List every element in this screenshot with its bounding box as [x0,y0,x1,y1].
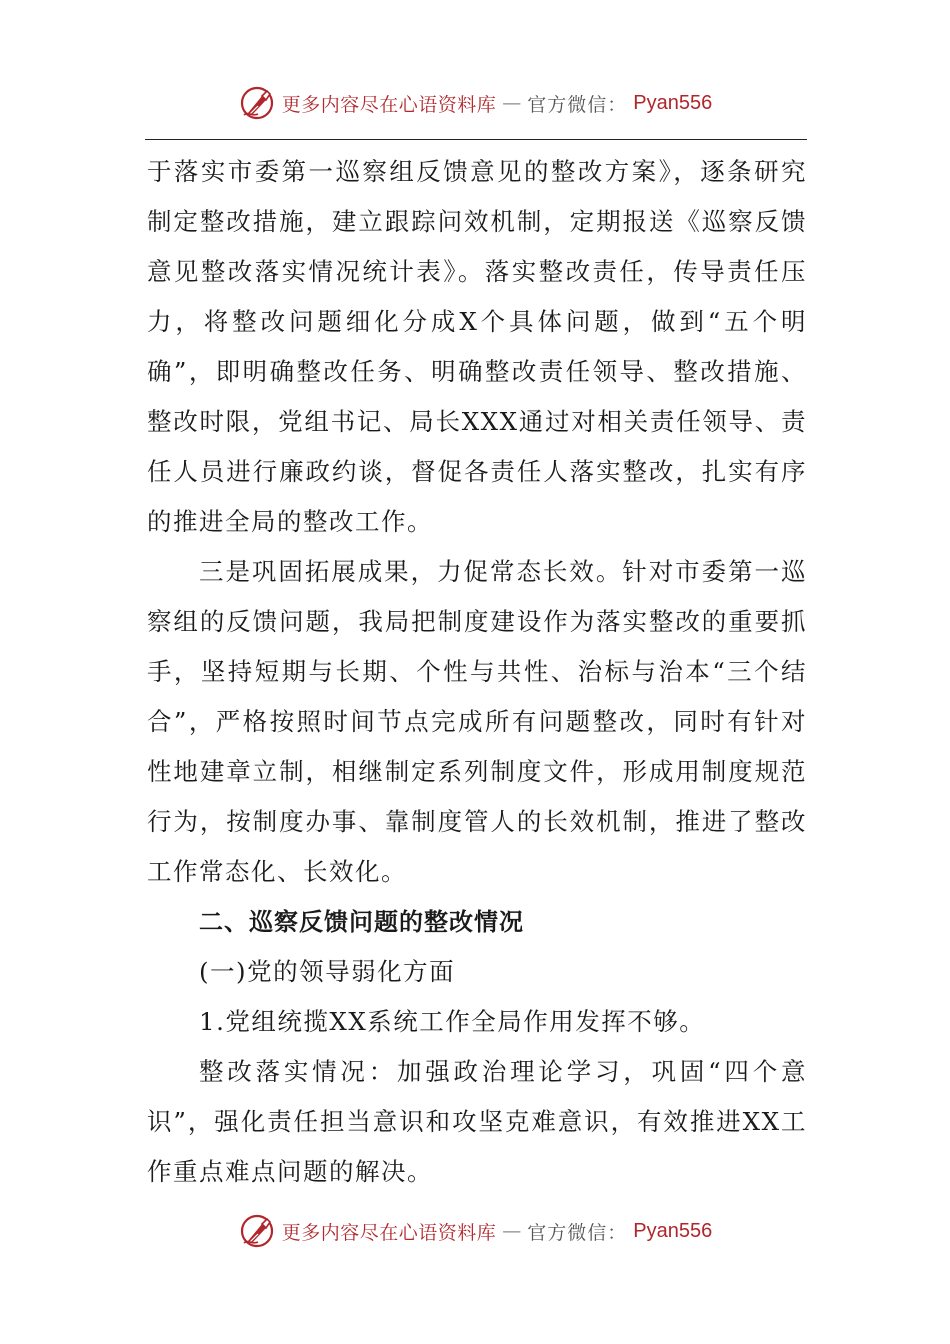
watermark-site-name: 更多内容尽在心语资料库 [281,93,497,116]
pen-nib-logo-icon [238,84,276,122]
subsection-heading: (一)党的领导弱化方面 [199,957,456,986]
footer-watermark [0,1206,950,1256]
header-rule [145,139,807,140]
watermark-wechat-id: Pyan556 [633,91,713,114]
section-heading: 二、巡察反馈问题的整改情况 [199,908,524,936]
header-watermark [0,78,950,128]
paragraph-rectification-plan: 于落实市委第一巡察组反馈意见的整改方案》，逐条研究制定整改措施，建立跟踪问效机制，定期报送《巡察反馈意见整改落实情况统计表》。落实整改责任，传导责任压力，将整改问题细化分成X个具体问题，做到“五个明确”，即明确整改任务、明确整改责任领导、整改措施、整改时限，党组书记、局长XXX通过对相关责任领导、责任人员进行廉政约谈，督促各责任人落实整改，扎实有序的推进全局的整改工作。 [147,157,807,536]
issue-item: 1.党组统揽XX系统工作全局作用发挥不够。 [199,1007,706,1036]
watermark-site-name: 更多内容尽在心语资料库 [281,1221,497,1244]
watermark-separator: — [502,92,522,114]
watermark-wechat-label: 官方微信： [527,93,628,116]
paragraph-rectification-status: 整改落实情况：加强政治理论学习，巩固“四个意识”，强化责任担当意识和攻坚克难意识，有效推进XX工作重点难点问题的解决。 [147,1057,807,1186]
watermark-wechat-id: Pyan556 [633,1219,713,1242]
watermark-wechat-label: 官方微信： [527,1221,628,1244]
pen-nib-logo-icon [238,1212,276,1250]
paragraph-consolidate-results: 三是巩固拓展成果，力促常态长效。针对市委第一巡察组的反馈问题，我局把制度建设作为落实整改的重要抓手，坚持短期与长期、个性与共性、治标与治本“三个结合”，严格按照时间节点完成所有问题整改，同时有针对性地建章立制，相继制定系列制度文件，形成用制度规范行为，按制度办事、靠制度管人的长效机制，推进了整改工作常态化、长效化。 [147,557,807,886]
document-body [147,147,807,1197]
watermark-separator: — [502,1220,522,1242]
